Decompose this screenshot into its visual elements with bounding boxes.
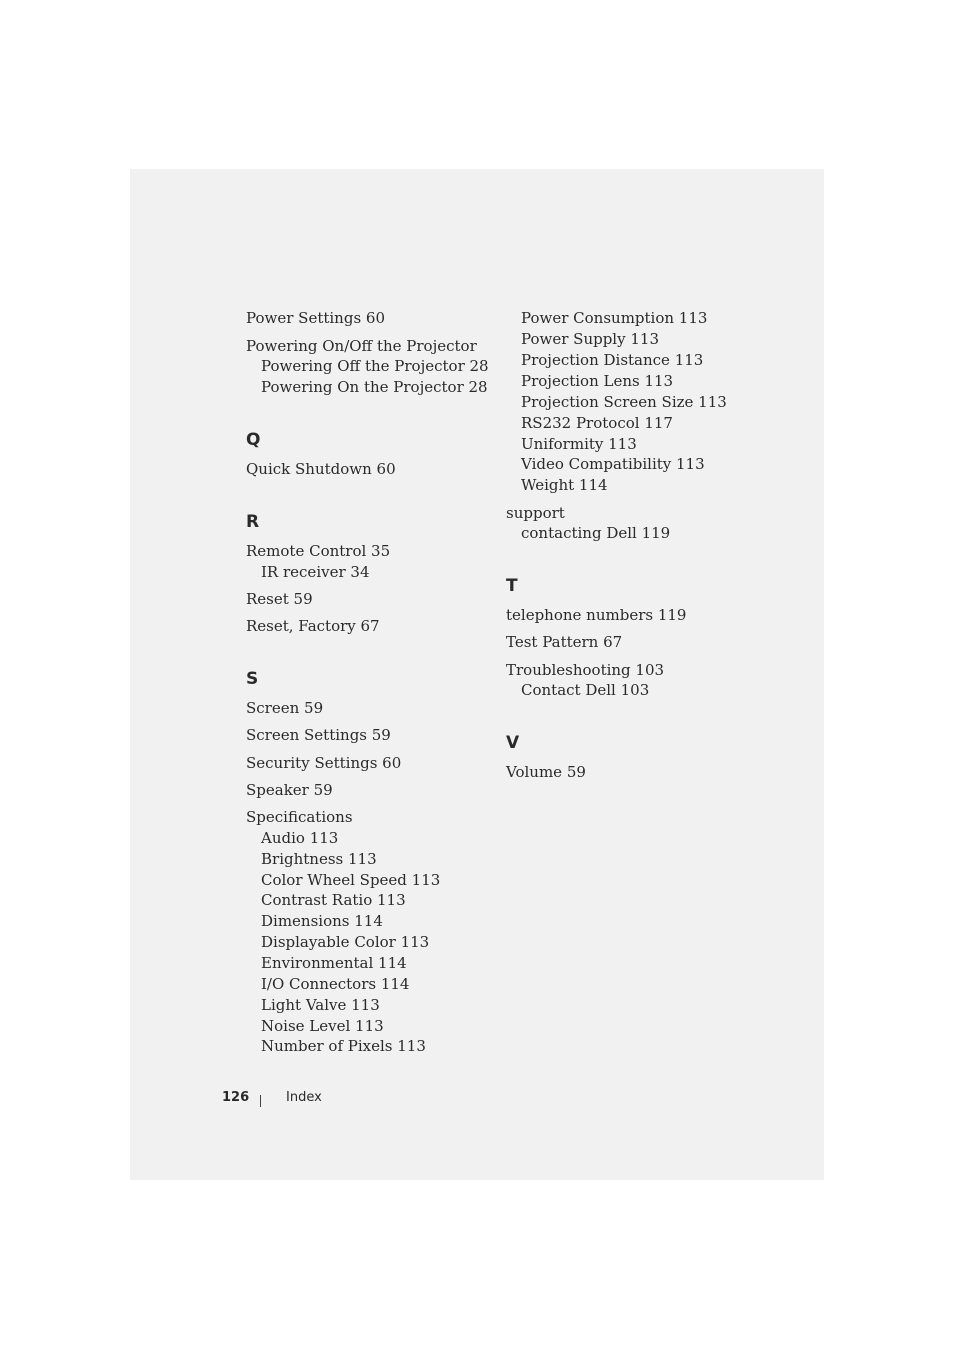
index-subentry-spec: Power Consumption 113	[521, 309, 708, 327]
index-subentry-spec: Contrast Ratio 113	[261, 891, 406, 909]
page-sheet	[130, 169, 824, 1180]
index-entry-remote-control: Remote Control 35	[246, 542, 391, 560]
index-subentry-contacting-dell: contacting Dell 119	[521, 524, 671, 542]
index-subentry-spec: Weight 114	[521, 476, 608, 494]
index-subentry-contact-dell: Contact Dell 103	[521, 681, 650, 699]
footer-divider	[260, 1095, 261, 1107]
index-entry-volume: Volume 59	[506, 763, 586, 781]
index-letter-t: T	[506, 576, 518, 596]
index-subentry-spec: Power Supply 113	[521, 330, 659, 348]
index-subentry-spec: Number of Pixels 113	[261, 1037, 426, 1055]
index-subentry-spec: RS232 Protocol 117	[521, 414, 673, 432]
index-subentry-spec: Color Wheel Speed 113	[261, 871, 441, 889]
index-subentry-spec: I/O Connectors 114	[261, 975, 410, 993]
index-subentry-spec: Projection Distance 113	[521, 351, 704, 369]
index-subentry-spec: Dimensions 114	[261, 912, 383, 930]
index-subentry-spec: Audio 113	[261, 829, 339, 847]
index-entry-screen-settings: Screen Settings 59	[246, 726, 391, 744]
index-subentry-spec: Video Compatibility 113	[521, 455, 705, 473]
index-entry-speaker: Speaker 59	[246, 781, 333, 799]
index-entry-troubleshooting: Troubleshooting 103	[506, 661, 665, 679]
index-subentry-spec: Brightness 113	[261, 850, 377, 868]
footer-section-label: Index	[286, 1090, 322, 1105]
index-entry-telephone-numbers: telephone numbers 119	[506, 606, 687, 624]
index-letter-s: S	[246, 669, 259, 689]
index-letter-r: R	[246, 512, 260, 532]
index-entry-quick-shutdown: Quick Shutdown 60	[246, 460, 396, 478]
index-subentry-spec: Light Valve 113	[261, 996, 380, 1014]
index-entry-support: support	[506, 504, 565, 522]
index-subentry-powering-off: Powering Off the Projector 28	[261, 357, 489, 375]
index-entry-reset-factory: Reset, Factory 67	[246, 617, 380, 635]
index-entry-reset: Reset 59	[246, 590, 313, 608]
index-letter-v: V	[506, 733, 520, 753]
index-subentry-spec: Projection Lens 113	[521, 372, 674, 390]
index-subentry-spec: Uniformity 113	[521, 435, 637, 453]
index-subentry-ir-receiver: IR receiver 34	[261, 563, 370, 581]
index-subentry-spec: Noise Level 113	[261, 1017, 384, 1035]
index-subentry-spec: Environmental 114	[261, 954, 407, 972]
index-entry-power-settings: Power Settings 60	[246, 309, 385, 327]
index-subentry-spec: Displayable Color 113	[261, 933, 430, 951]
index-entry-security-settings: Security Settings 60	[246, 754, 402, 772]
index-letter-q: Q	[246, 430, 261, 450]
index-entry-screen: Screen 59	[246, 699, 324, 717]
index-subentry-spec: Projection Screen Size 113	[521, 393, 727, 411]
index-entry-specifications: Specifications	[246, 808, 353, 826]
index-entry-powering: Powering On/Off the Projector	[246, 337, 477, 355]
index-subentry-powering-on: Powering On the Projector 28	[261, 378, 488, 396]
page-number: 126	[222, 1090, 250, 1105]
index-entry-test-pattern: Test Pattern 67	[506, 633, 623, 651]
